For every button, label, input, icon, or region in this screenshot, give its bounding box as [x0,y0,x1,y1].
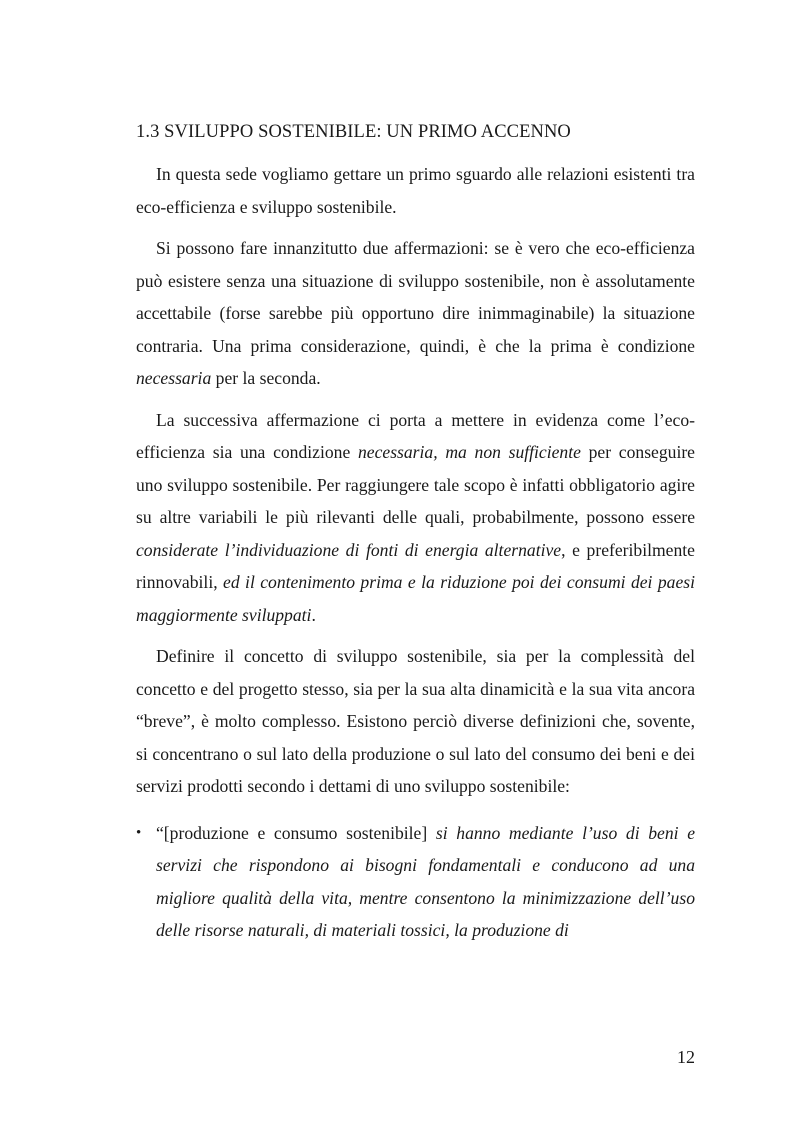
paragraph-1: In questa sede vogliamo gettare un primo sguardo alle relazioni esistenti tra eco-efficienza e sviluppo sostenibile. [136,164,695,217]
paragraph-3 [136,404,695,632]
page-body [136,118,695,947]
paragraph-3-text-d: . [311,604,316,625]
paragraph-4: Definire il concetto di sviluppo sostenibile, sia per la complessità del concetto e del progetto stesso, sia per la sua alta dinamicità e la sua vita ancora “breve”, è molto complesso. Esistono perciò diverse definizioni che, sovente, si concentrano o sul lato della produzione o sul lato del consumo dei beni e dei servizi prodotti secondo i dettami di uno sviluppo sostenibile: [136,646,695,796]
paragraph-3-text-a: La successiva affermazione ci porta a mettere in evidenza come l’eco-efficienza sia una condizione [136,409,695,462]
section-heading: 1.3 SVILUPPO SOSTENIBILE: UN PRIMO ACCENNO [136,122,571,142]
paragraph-3-emphasis-b: considerate l’individuazione di fonti di energia alternative [136,539,562,560]
paragraph-3-text-c: , e preferibilmente rinnovabili, [136,539,695,592]
page-number: 12 [677,1047,695,1067]
paragraph-3-emphasis-a: necessaria, ma non sufficiente [357,442,581,462]
bullet-icon: • [136,824,142,841]
paragraph-3-emphasis-c: ed il contenimento prima e la riduzione poi dei consumi dei paesi maggiormente sviluppati [136,572,695,625]
paragraph-2-text-a: Si possono fare innanzitutto due affermazioni: se è vero che eco-efficienza può esistere senza una situazione di sviluppo sostenibile, non è assolutamente accettabile (forse sarebbe più opportuno dire inimmaginabile) la situazione contraria. Una prima considerazione, quindi, è che la prima è condizione [136,238,695,356]
definition-quote: si hanno mediante l’uso di beni e servizi che rispondono ai bisogni fondamentali e conducono ad una migliore qualità della vita, mentre consentono la minimizzazione dell’uso delle risorse naturali, di materiali tossici, la produzione di [156,822,696,940]
definition-lead: “[produzione e consumo sostenibile] [156,822,436,843]
paragraph-3-text-b: per conseguire uno sviluppo sostenibile. Per raggiungere tale scopo è infatti obbligatorio agire su altre variabili le più rilevanti delle quali, probabilmente, possono essere [136,442,695,527]
list-item [136,817,695,947]
paragraph-2-emphasis: necessaria [136,368,212,388]
definition-list [136,817,695,947]
paragraph-2 [136,232,695,395]
paragraph-2-text-b: per la seconda. [211,368,321,388]
